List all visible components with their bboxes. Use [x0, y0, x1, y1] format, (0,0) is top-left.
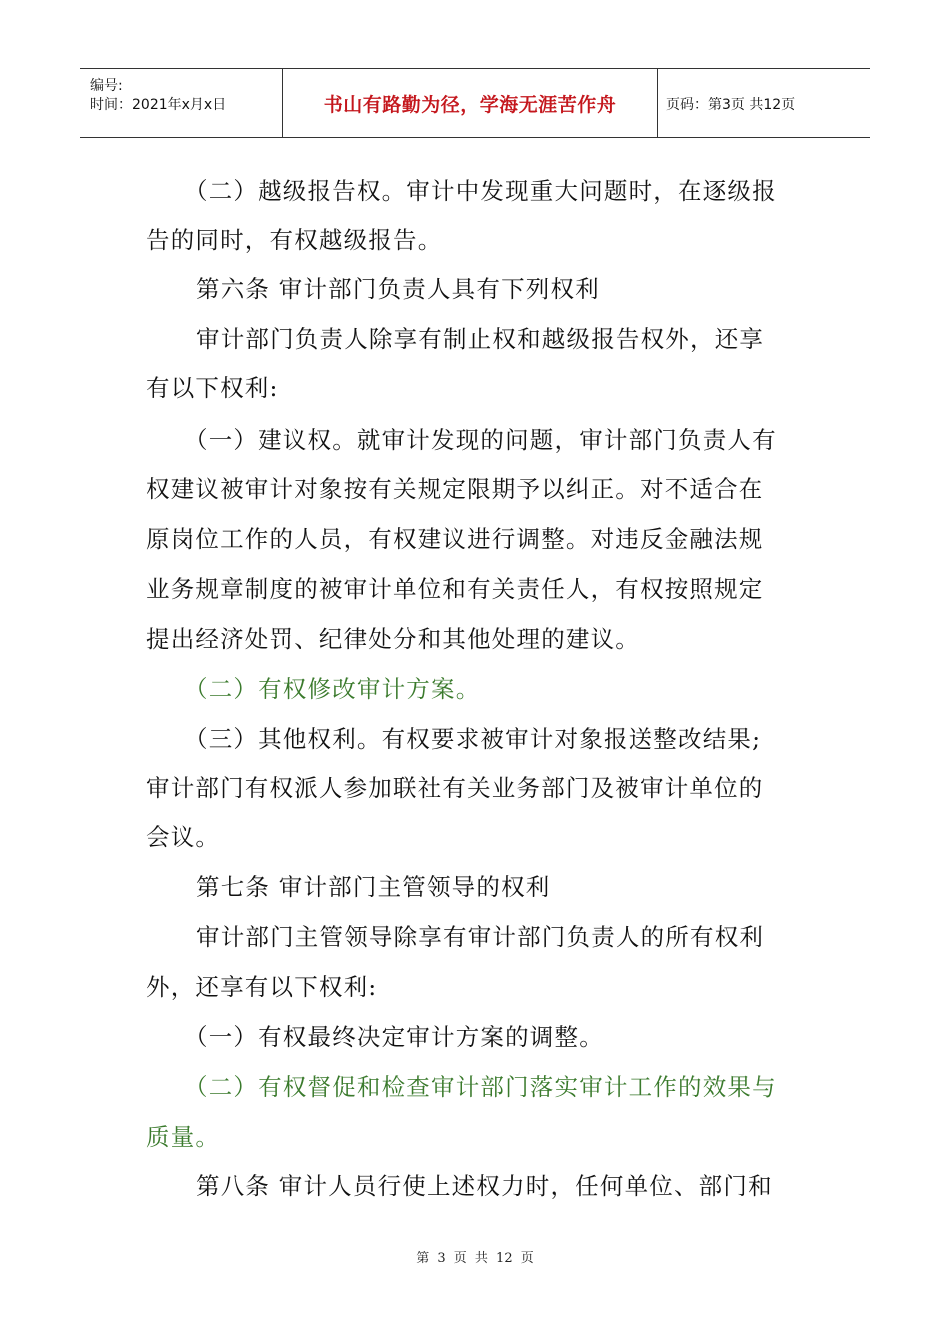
body-line: （一）有权最终决定审计方案的调整。 [184, 1023, 604, 1051]
header-page-cell [658, 69, 870, 137]
body-line: 审计部门有权派人参加联社有关业务部门及被审计单位的 [146, 774, 764, 802]
body-line: 原岗位工作的人员，有权建议进行调整。对违反金融法规 [146, 525, 764, 553]
article-heading: 第八条 审计人员行使上述权力时，任何单位、部门和 [196, 1172, 773, 1200]
header-motto: 书山有路勤为径，学海无涯苦作舟 [323, 94, 617, 116]
header-meta-cell [80, 69, 283, 137]
header-page-info: 页码：第3页 共12页 [666, 97, 796, 113]
article-heading: 第六条 审计部门负责人具有下列权利 [196, 275, 600, 303]
body-line: 审计部门主管领导除享有审计部门负责人的所有权利 [196, 923, 765, 951]
body-line: （三）其他权利。有权要求被审计对象报送整改结果; [184, 725, 762, 753]
body-line: （一）建议权。就审计发现的问题，审计部门负责人有 [184, 426, 777, 454]
body-line: 业务规章制度的被审计单位和有关责任人，有权按照规定 [146, 575, 764, 603]
body-line: 有以下权利: [146, 374, 279, 402]
document-date-label: 时间：2021年x月x日 [90, 97, 227, 113]
body-line-highlighted: （二）有权督促和检查审计部门落实审计工作的效果与 [184, 1073, 777, 1101]
document-number-label: 编号: [90, 78, 123, 94]
header-motto-cell [283, 69, 658, 137]
body-line: 权建议被审计对象按有关规定限期予以纠正。对不适合在 [146, 475, 764, 503]
body-line-highlighted: （二）有权修改审计方案。 [184, 675, 481, 703]
document-header [80, 68, 870, 138]
body-line: （二）越级报告权。审计中发现重大问题时，在逐级报 [184, 177, 777, 205]
page-footer: 第 3 页 共 12 页 [416, 1251, 534, 1266]
article-heading: 第七条 审计部门主管领导的权利 [196, 873, 551, 901]
body-line: 告的同时，有权越级报告。 [146, 226, 443, 254]
body-line: 外，还享有以下权利: [146, 973, 378, 1001]
body-line: 提出经济处罚、纪律处分和其他处理的建议。 [146, 625, 640, 653]
body-line-highlighted: 质量。 [146, 1123, 221, 1151]
body-line: 会议。 [146, 823, 221, 851]
body-line: 审计部门负责人除享有制止权和越级报告权外，还享 [196, 325, 765, 353]
